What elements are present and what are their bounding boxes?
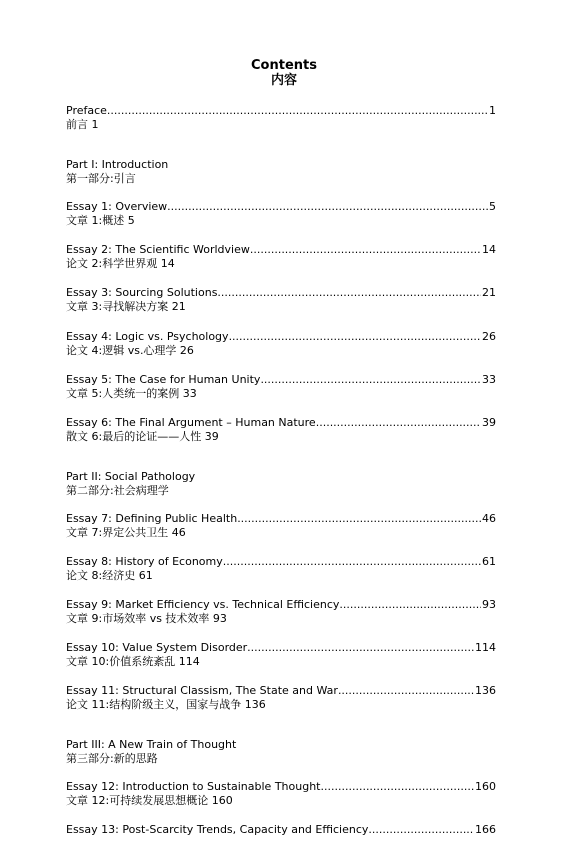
dot-leader <box>260 373 481 387</box>
part-label: Part I: Introduction <box>66 158 169 171</box>
page-number: 166 <box>475 823 496 836</box>
entry-title: Essay 3: Sourcing Solutions <box>66 286 218 299</box>
page-number: 1 <box>489 104 496 117</box>
toc-entry <box>66 104 496 132</box>
entry-chinese-translation: 论文 11:结构阶级主义，国家与战争 136 <box>66 698 266 711</box>
contents-title: Contents <box>251 58 317 73</box>
dot-leader <box>217 286 481 300</box>
entry-title: Essay 2: The Scientific Worldview <box>66 243 250 256</box>
entry-title: Essay 11: Structural Classism, The State and War <box>66 684 338 697</box>
entry-chinese-translation: 文章 9:市场效率 vs 技术效率 93 <box>66 612 227 625</box>
toc-line <box>66 330 496 344</box>
page-number: 93 <box>482 598 496 611</box>
toc-entry <box>66 330 496 358</box>
toc-entry <box>66 416 496 444</box>
page-number: 26 <box>482 330 496 343</box>
entry-chinese-translation: 文章 3:寻找解决方案 21 <box>66 300 186 313</box>
page-number: 160 <box>475 780 496 793</box>
toc-line <box>66 104 496 118</box>
toc-line <box>66 512 496 526</box>
toc-entry <box>66 641 496 669</box>
entry-chinese-translation: 散文 6:最后的论证——人性 39 <box>66 430 219 443</box>
entry-chinese-translation: 第一部分:引言 <box>66 172 136 185</box>
toc-line <box>66 555 496 569</box>
toc-entry <box>66 200 496 228</box>
entry-chinese-translation: 第二部分:社会病理学 <box>66 484 169 497</box>
toc-line <box>66 373 496 387</box>
entry-chinese-translation: 第三部分:新的思路 <box>66 752 158 765</box>
toc-line <box>66 823 496 837</box>
contents-title-chinese: 内容 <box>270 73 297 88</box>
toc-line <box>66 598 496 612</box>
toc-entry <box>66 555 496 583</box>
part-label: Part II: Social Pathology <box>66 470 196 483</box>
dot-leader <box>316 416 481 430</box>
page-number: 39 <box>482 416 496 429</box>
dot-leader <box>229 330 481 344</box>
dot-leader <box>368 823 474 837</box>
toc-entry <box>66 780 496 808</box>
entry-title: Essay 8: History of Economy <box>66 555 223 568</box>
toc-entry <box>66 823 496 837</box>
toc-entry <box>66 598 496 626</box>
entry-chinese-translation: 文章 1:概述 5 <box>66 214 135 227</box>
entry-title: Essay 10: Value System Disorder <box>66 641 248 654</box>
toc-part-heading <box>66 158 496 186</box>
toc-part-heading <box>66 470 496 498</box>
toc-entry <box>66 684 496 712</box>
toc-entry <box>66 286 496 314</box>
entry-chinese-translation: 前言 1 <box>66 118 99 131</box>
entry-chinese-translation: 论文 8:经济史 61 <box>66 569 153 582</box>
entry-title: Essay 6: The Final Argument – Human Nature <box>66 416 316 429</box>
toc-part-heading <box>66 738 496 766</box>
dot-leader <box>339 598 481 612</box>
page-number: 114 <box>475 641 496 654</box>
entry-title: Essay 9: Market Efficiency vs. Technical Efficiency <box>66 598 340 611</box>
page-number: 61 <box>482 555 496 568</box>
dot-leader <box>338 684 474 698</box>
entry-title: Essay 1: Overview <box>66 200 168 213</box>
dot-leader <box>223 555 481 569</box>
page-number: 33 <box>482 373 496 386</box>
page-number: 14 <box>482 243 496 256</box>
entry-chinese-translation: 文章 7:界定公共卫生 46 <box>66 526 186 539</box>
page-number: 46 <box>482 512 496 525</box>
entry-chinese-translation: 论文 2:科学世界观 14 <box>66 257 175 270</box>
dot-leader <box>237 512 481 526</box>
toc-entry <box>66 243 496 271</box>
toc-line <box>66 684 496 698</box>
toc-entry <box>66 373 496 401</box>
entry-title: Preface <box>66 104 107 117</box>
entry-title: Essay 13: Post-Scarcity Trends, Capacity and Efficiency <box>66 823 369 836</box>
toc-line <box>66 780 496 794</box>
toc-line <box>66 243 496 257</box>
entry-title: Essay 12: Introduction to Sustainable Thought <box>66 780 321 793</box>
toc-line <box>66 286 496 300</box>
dot-leader <box>107 104 488 118</box>
part-label: Part III: A New Train of Thought <box>66 738 237 751</box>
entry-chinese-translation: 文章 10:价值系统紊乱 114 <box>66 655 200 668</box>
dot-leader <box>247 641 474 655</box>
toc-line <box>66 416 496 430</box>
entry-title: Essay 5: The Case for Human Unity <box>66 373 261 386</box>
entry-title: Essay 7: Defining Public Health <box>66 512 238 525</box>
entry-chinese-translation: 文章 12:可持续发展思想概论 160 <box>66 794 233 807</box>
page-number: 5 <box>489 200 496 213</box>
dot-leader <box>320 780 474 794</box>
page-number: 21 <box>482 286 496 299</box>
toc-entry <box>66 512 496 540</box>
page-number: 136 <box>475 684 496 697</box>
toc-line <box>66 200 496 214</box>
entry-chinese-translation: 论文 4:逻辑 vs.心理学 26 <box>66 344 194 357</box>
entry-chinese-translation: 文章 5:人类统一的案例 33 <box>66 387 197 400</box>
toc-line <box>66 641 496 655</box>
dot-leader <box>167 200 488 214</box>
entry-title: Essay 4: Logic vs. Psychology <box>66 330 229 343</box>
dot-leader <box>250 243 481 257</box>
